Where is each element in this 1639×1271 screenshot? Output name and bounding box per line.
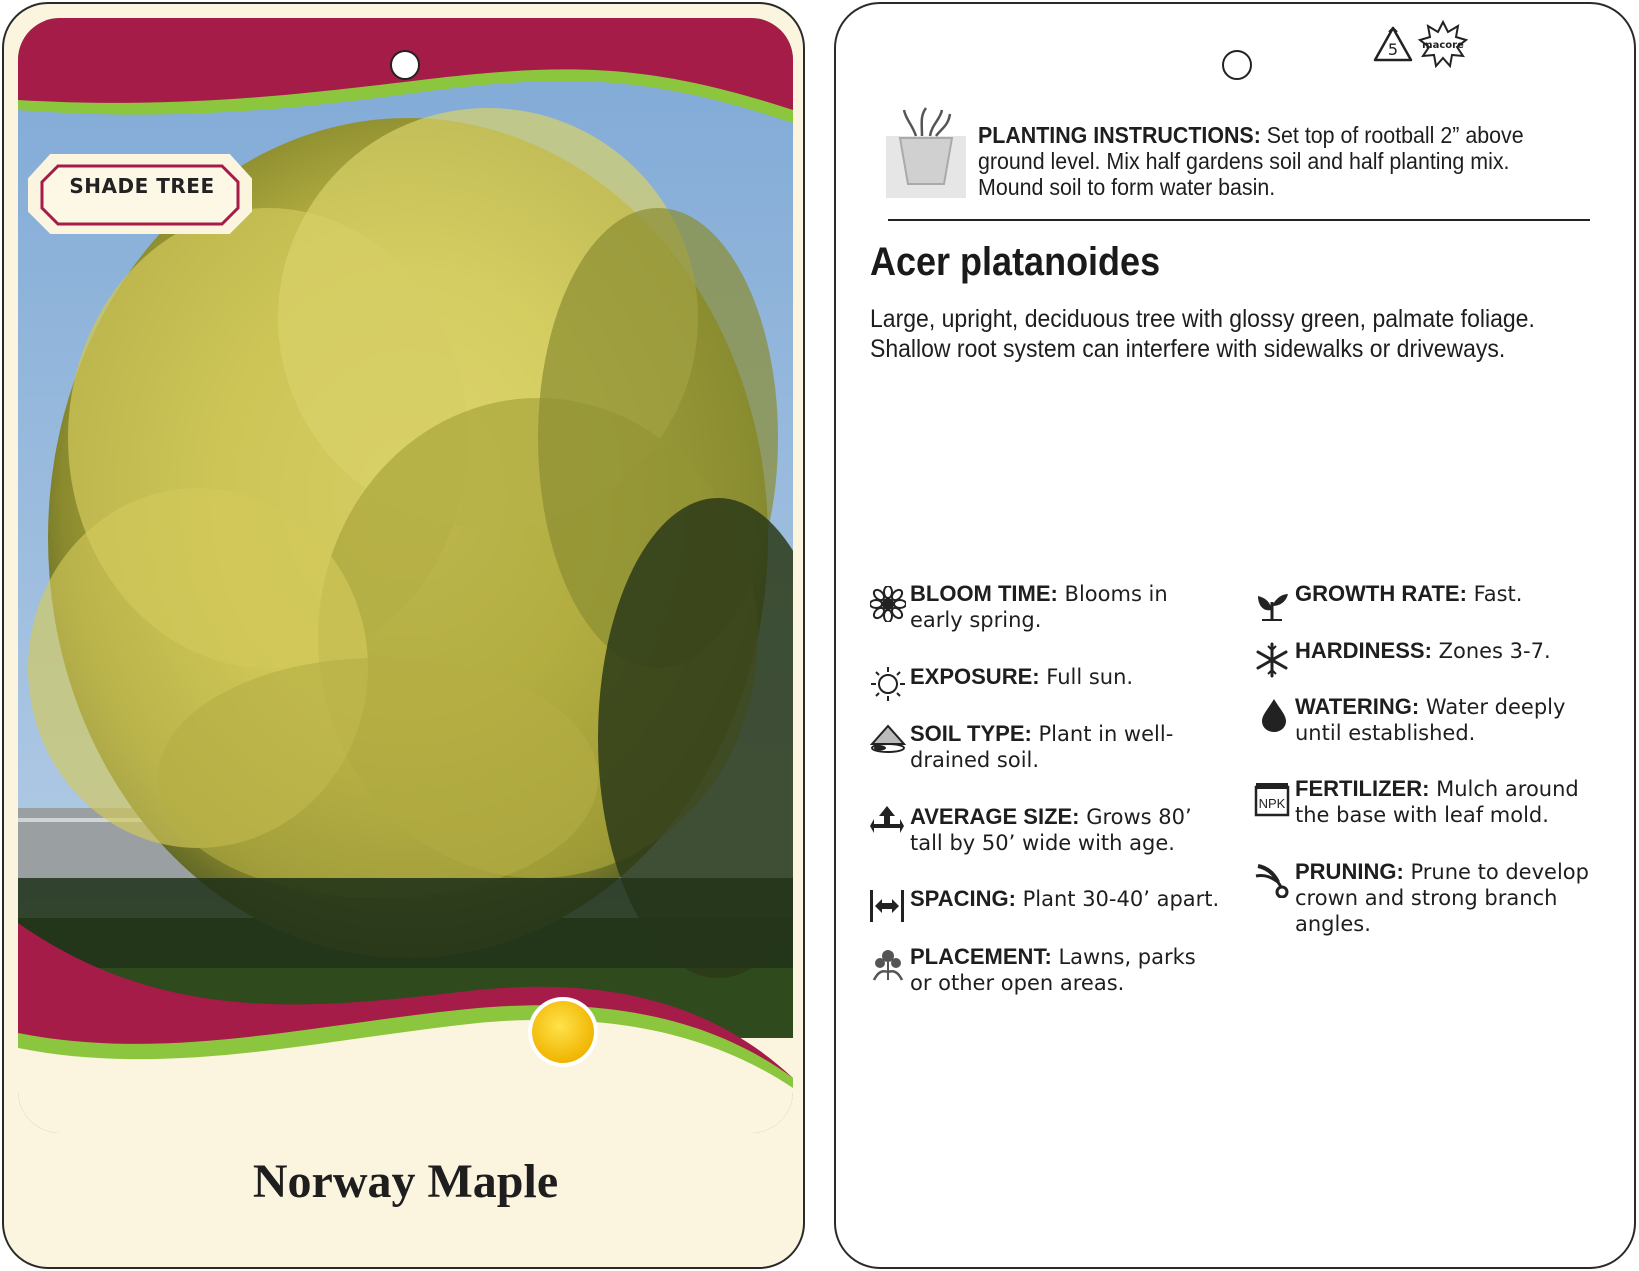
attr-fertilizer: FERTILIZER: Mulch around the base with leaf mold. bbox=[1295, 776, 1579, 827]
planting-instructions bbox=[978, 122, 1555, 200]
attr-soil-type: SOIL TYPE: Plant in well-drained soil. bbox=[910, 721, 1174, 772]
attr-spacing: SPACING: Plant 30-40’ apart. bbox=[910, 886, 1220, 911]
water-drop-icon bbox=[1256, 697, 1292, 733]
pruning-shears-icon bbox=[1254, 862, 1290, 898]
front-tag bbox=[2, 2, 805, 1269]
flower-icon bbox=[870, 586, 906, 622]
recycle-number: 5 bbox=[1387, 40, 1399, 59]
recycle-5-icon bbox=[1371, 24, 1416, 66]
sun-outline-icon bbox=[870, 666, 906, 702]
svg-text:NPK: NPK bbox=[1258, 796, 1286, 811]
attr-placement: PLACEMENT: Lawns, parks or other open areas. bbox=[910, 944, 1196, 995]
spacing-arrows-icon bbox=[869, 888, 905, 924]
soil-icon bbox=[870, 722, 906, 758]
attr-exposure: EXPOSURE: Full sun. bbox=[910, 664, 1134, 689]
planting-text: Set top of rootball 2” above ground level. Mix half gardens soil and half planting mix. Mound soil to form water basin. bbox=[978, 122, 1524, 200]
hang-hole bbox=[1222, 50, 1252, 80]
planting-label: PLANTING INSTRUCTIONS: bbox=[978, 122, 1261, 148]
divider bbox=[888, 219, 1590, 221]
attr-watering: WATERING: Water deeply until established. bbox=[1295, 694, 1566, 745]
back-tag bbox=[834, 2, 1636, 1269]
attr-average-size: AVERAGE SIZE: Grows 80’ tall by 50’ wide with age. bbox=[910, 804, 1192, 855]
sun-icon bbox=[525, 994, 601, 1070]
attr-growth-rate: GROWTH RATE: Fast. bbox=[1295, 581, 1523, 606]
category-badge: SHADE TREE bbox=[69, 174, 215, 198]
size-arrows-icon bbox=[869, 804, 905, 840]
placement-icon bbox=[870, 946, 906, 982]
planting-pot-icon bbox=[886, 106, 966, 198]
macore-logo bbox=[1418, 20, 1468, 68]
attr-hardiness: HARDINESS: Zones 3-7. bbox=[1295, 638, 1551, 663]
attr-pruning: PRUNING: Prune to develop crown and strong branch angles. bbox=[1295, 859, 1589, 936]
plant-description: Large, upright, deciduous tree with glossy green, palmate foliage. Shallow root system can interfere with sidewalks or driveways. bbox=[870, 305, 1535, 363]
sprout-icon bbox=[1254, 586, 1290, 622]
hang-hole bbox=[390, 50, 420, 80]
macore-logo-text: macore bbox=[1422, 40, 1464, 51]
attr-bloom-time: BLOOM TIME: Blooms in early spring. bbox=[910, 581, 1168, 632]
common-name: Norway Maple bbox=[252, 1155, 559, 1208]
npk-icon bbox=[1254, 782, 1290, 818]
snowflake-icon bbox=[1254, 642, 1290, 678]
scientific-name: Acer platanoides bbox=[870, 240, 1161, 284]
